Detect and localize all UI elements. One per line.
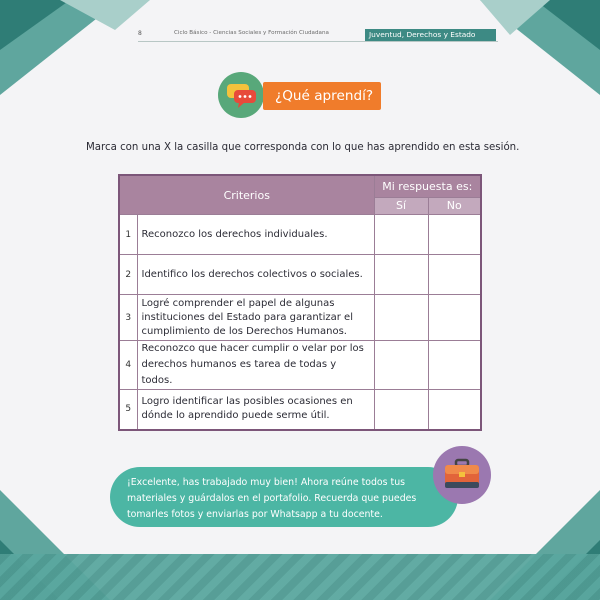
no-checkbox-cell[interactable] [428,255,481,295]
closing-message: ¡Excelente, has trabajado muy bien! Ahora reúne todos tus materiales y guárdalos en el portafolio. Recuerda que puedes tomarles fotos y enviarlas por Whatsapp a tu docente. [127,477,417,520]
row-number: 5 [119,390,137,430]
course-name: Ciclo Básico - Ciencias Sociales y Formación Ciudadana [174,30,329,36]
table-row [119,255,481,295]
criterion-text: Reconozco los derechos individuales. [137,215,374,255]
no-checkbox-cell[interactable] [428,390,481,430]
page-header [138,29,498,41]
criteria-header: Criterios [119,175,374,215]
corner-decoration-top-left [0,0,150,120]
table-row [119,341,481,390]
bottom-pattern-band [0,554,600,600]
unit-tag: Juventud, Derechos y Estado [365,29,496,41]
self-assessment-table [118,174,482,431]
no-header: No [428,197,481,214]
instruction-text: Marca con una X la casilla que corresponda con lo que has aprendido en esta sesión. [86,142,520,153]
header-divider [138,41,498,42]
no-checkbox-cell[interactable] [428,341,481,390]
table-row [119,295,481,341]
yes-checkbox-cell[interactable] [374,390,428,430]
speech-bubble-icon [218,72,264,118]
section-title: ¿Qué aprendí? [275,88,374,104]
row-number: 4 [119,341,137,390]
criterion-text: Identifico los derechos colectivos o sociales. [137,255,374,295]
no-checkbox-cell[interactable] [428,215,481,255]
yes-checkbox-cell[interactable] [374,341,428,390]
response-header: Mi respuesta es: [374,175,481,197]
row-number: 2 [119,255,137,295]
no-checkbox-cell[interactable] [428,295,481,341]
criterion-text: Reconozco que hacer cumplir o velar por los derechos humanos es tarea de todas y todos. [137,341,374,390]
yes-checkbox-cell[interactable] [374,295,428,341]
briefcase-icon [433,446,491,504]
page-number: 8 [138,30,142,37]
yes-header: Sí [374,197,428,214]
row-number: 1 [119,215,137,255]
yes-checkbox-cell[interactable] [374,255,428,295]
corner-decoration-top-right [440,0,600,120]
table-row [119,390,481,430]
criterion-text: Logré comprender el papel de algunas instituciones del Estado para garantizar el cumplimiento de los Derechos Humanos. [137,295,374,341]
yes-checkbox-cell[interactable] [374,215,428,255]
row-number: 3 [119,295,137,341]
table-row [119,215,481,255]
criterion-text: Logro identificar las posibles ocasiones en dónde lo aprendido puede serme útil. [137,390,374,430]
